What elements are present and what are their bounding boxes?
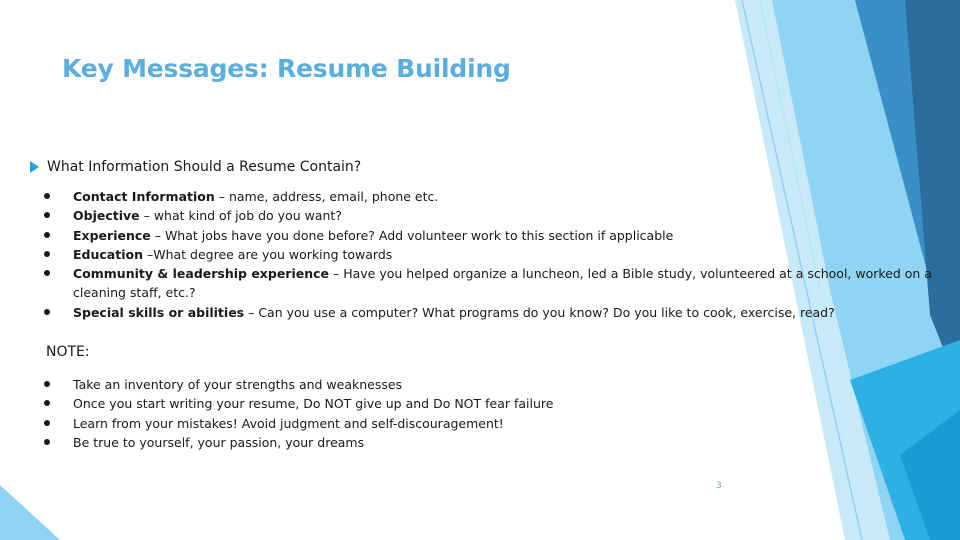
page-number: 3 (716, 481, 722, 491)
list-item (44, 245, 944, 264)
list-item (44, 433, 744, 452)
bullet-icon (44, 439, 50, 445)
bullet-icon (44, 212, 50, 218)
item-label: Education (73, 246, 143, 262)
note-text: Take an inventory of your strengths and weaknesses (73, 377, 403, 392)
list-item (44, 375, 744, 394)
resume-contents-list (44, 187, 944, 322)
bullet-icon (44, 232, 50, 238)
list-item (44, 394, 744, 413)
list-item (44, 303, 944, 322)
list-item (44, 414, 744, 433)
heading-row (30, 152, 361, 182)
note-text: Be true to yourself, your passion, your dreams (73, 434, 365, 450)
item-text: – name, address, email, phone etc. (214, 189, 439, 204)
item-text: – what kind of job do you want? (139, 208, 342, 224)
bullet-icon (44, 400, 50, 406)
bullet-icon (44, 251, 50, 257)
item-text: – Have you helped organize a luncheon, led a Bible study, volunteered at a school, worked on a cleaning staff, etc.? (73, 266, 932, 301)
section-heading: What Information Should a Resume Contain? (47, 159, 362, 175)
item-text: – Can you use a computer? What programs do you know? Do you like to cook, exercise, read? (244, 304, 835, 320)
item-label: Community & leadership experience (73, 266, 330, 282)
arrow-bullet-icon (30, 161, 39, 173)
item-label: Contact Information (73, 189, 215, 204)
item-text: –What degree are you working towards (142, 246, 393, 262)
item-label: Objective (73, 208, 140, 224)
corner-triangle (0, 485, 60, 540)
bullet-icon (44, 193, 50, 199)
note-list (44, 375, 744, 452)
bullet-icon (44, 420, 50, 426)
list-item (44, 187, 944, 206)
item-label: Special skills or abilities (73, 304, 245, 320)
note-text: Learn from your mistakes! Avoid judgment and self-discouragement! (73, 415, 504, 431)
item-text: – What jobs have you done before? Add volunteer work to this section if applicable (150, 227, 674, 243)
note-text: Once you start writing your resume, Do NOT give up and Do NOT fear failure (73, 396, 554, 412)
list-item (44, 226, 944, 245)
item-label: Experience (73, 227, 151, 243)
bullet-icon (44, 270, 50, 276)
bullet-icon (44, 309, 50, 315)
bullet-icon (44, 381, 50, 387)
note-heading: NOTE: (46, 344, 90, 360)
list-item (44, 206, 944, 225)
slide-title: Key Messages: Resume Building (62, 54, 511, 83)
list-item (44, 264, 944, 303)
